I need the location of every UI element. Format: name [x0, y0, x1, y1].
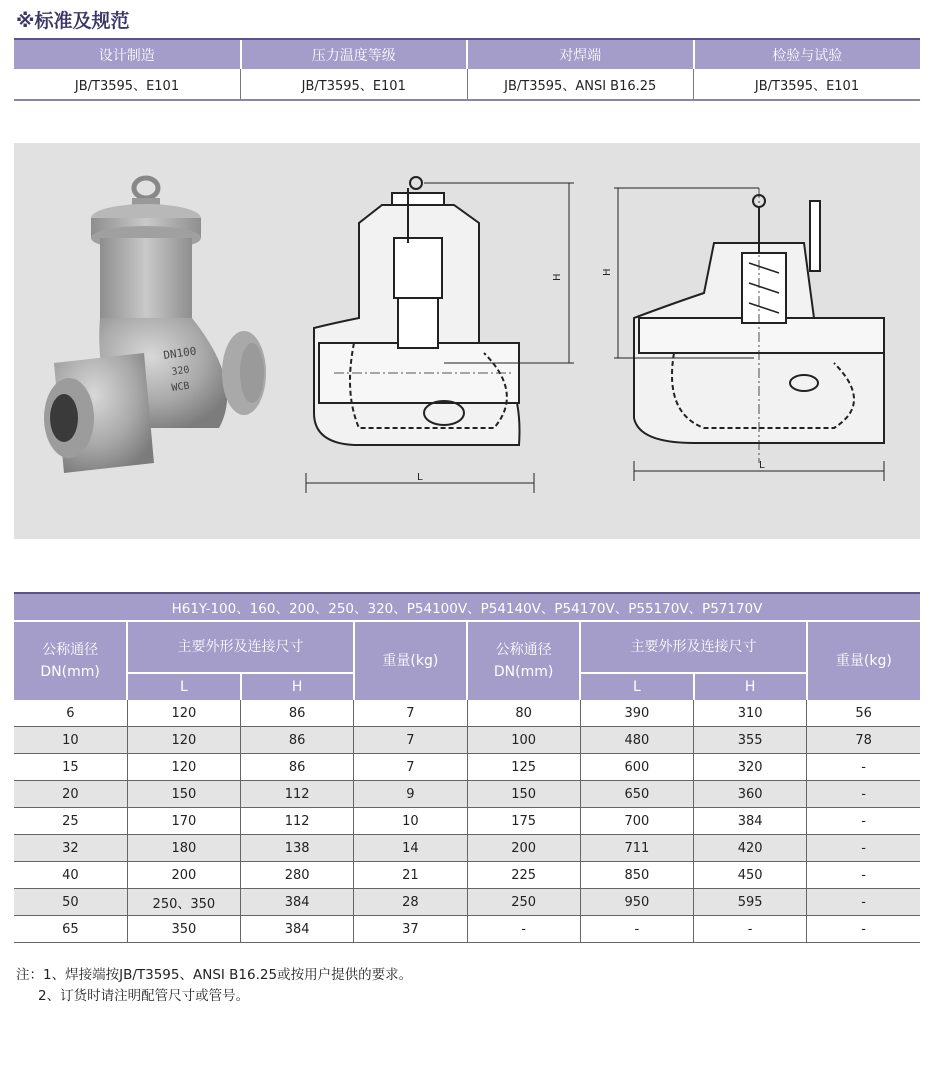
- table-cell: 120: [127, 700, 240, 727]
- valve-drawing-right: [614, 188, 884, 481]
- std-value-inspection: JB/T3595、E101: [694, 69, 921, 100]
- table-row: [14, 862, 920, 889]
- table-cell: 9: [354, 781, 467, 808]
- table-cell: 700: [580, 808, 693, 835]
- table-cell: 360: [694, 781, 807, 808]
- table-cell: -: [580, 916, 693, 943]
- table-cell: -: [467, 916, 580, 943]
- header-main-dims-left: 主要外形及连接尺寸: [127, 621, 354, 673]
- table-cell: 65: [14, 916, 127, 943]
- std-value-weld-end: JB/T3595、ANSI B16.25: [467, 69, 694, 100]
- drawing-right-label-l: L: [759, 460, 765, 471]
- standards-table: [14, 38, 920, 101]
- table-row: [14, 889, 920, 916]
- table-cell: 600: [580, 754, 693, 781]
- table-cell: 86: [241, 700, 354, 727]
- header-l-left: L: [127, 673, 240, 700]
- table-cell: 138: [241, 835, 354, 862]
- table-cell: 150: [127, 781, 240, 808]
- table-cell: 480: [580, 727, 693, 754]
- table-cell: 86: [241, 754, 354, 781]
- table-cell: 175: [467, 808, 580, 835]
- table-cell: 310: [694, 700, 807, 727]
- table-cell: 200: [127, 862, 240, 889]
- table-cell: 40: [14, 862, 127, 889]
- table-cell: 200: [467, 835, 580, 862]
- table-cell: 10: [14, 727, 127, 754]
- drawing-right-label-h: H: [602, 268, 613, 276]
- table-cell: 7: [354, 754, 467, 781]
- table-cell: -: [807, 808, 920, 835]
- photo-text-material: WCB: [170, 380, 191, 394]
- table-cell: -: [807, 781, 920, 808]
- note-line-2: 2、订货时请注明配管尺寸或管号。: [38, 988, 250, 1004]
- note-line-1: 注：1、焊接端按JB/T3595、ANSI B16.25或按用户提供的要求。: [16, 967, 413, 983]
- valve-photo: [44, 178, 266, 473]
- table-cell: 112: [241, 781, 354, 808]
- header-l-right: L: [580, 673, 693, 700]
- table-cell: -: [807, 862, 920, 889]
- table-cell: -: [807, 889, 920, 916]
- table-cell: 384: [241, 889, 354, 916]
- table-row: [14, 727, 920, 754]
- table-cell: 50: [14, 889, 127, 916]
- table-cell: 180: [127, 835, 240, 862]
- drawing-left-label-h: H: [552, 273, 563, 281]
- table-cell: 950: [580, 889, 693, 916]
- table-cell: 170: [127, 808, 240, 835]
- table-cell: 450: [694, 862, 807, 889]
- table-cell: 384: [241, 916, 354, 943]
- table-cell: 7: [354, 727, 467, 754]
- table-row: [14, 700, 920, 727]
- std-value-pressure: JB/T3595、E101: [241, 69, 468, 100]
- photo-text-pressure: 320: [170, 364, 191, 378]
- table-cell: 250、350: [127, 889, 240, 916]
- table-cell: 850: [580, 862, 693, 889]
- table-cell: 21: [354, 862, 467, 889]
- header-h-right: H: [694, 673, 807, 700]
- header-dn-left: 公称通径DN(mm): [14, 621, 127, 700]
- table-cell: 20: [14, 781, 127, 808]
- table-cell: -: [694, 916, 807, 943]
- table-cell: 6: [14, 700, 127, 727]
- table-cell: 280: [241, 862, 354, 889]
- table-cell: 350: [127, 916, 240, 943]
- table-cell: 120: [127, 727, 240, 754]
- table-row: [14, 808, 920, 835]
- valve-figure-svg: [14, 143, 920, 539]
- table-cell: 25: [14, 808, 127, 835]
- header-weight-right: 重量(kg): [807, 621, 920, 700]
- table-cell: 225: [467, 862, 580, 889]
- table-cell: 125: [467, 754, 580, 781]
- table-cell: -: [807, 916, 920, 943]
- table-cell: 150: [467, 781, 580, 808]
- table-row: [14, 916, 920, 943]
- table-cell: 112: [241, 808, 354, 835]
- drawing-left-label-l: L: [417, 472, 423, 483]
- table-cell: 384: [694, 808, 807, 835]
- table-cell: 120: [127, 754, 240, 781]
- std-header-design: 设计制造: [14, 39, 241, 69]
- table-cell: 14: [354, 835, 467, 862]
- header-weight-left: 重量(kg): [354, 621, 467, 700]
- header-main-dims-right: 主要外形及连接尺寸: [580, 621, 807, 673]
- table-cell: -: [807, 835, 920, 862]
- table-cell: 56: [807, 700, 920, 727]
- valve-drawing-left: [306, 177, 574, 493]
- header-h-left: H: [241, 673, 354, 700]
- table-cell: 320: [694, 754, 807, 781]
- table-cell: 390: [580, 700, 693, 727]
- table-cell: 100: [467, 727, 580, 754]
- valve-figure: [14, 143, 920, 539]
- table-cell: 37: [354, 916, 467, 943]
- table-row: [14, 754, 920, 781]
- table-cell: 250: [467, 889, 580, 916]
- notes: [16, 965, 412, 1007]
- table-cell: 420: [694, 835, 807, 862]
- table-cell: 711: [580, 835, 693, 862]
- section-title: ※标准及规范: [16, 10, 130, 32]
- table-cell: 595: [694, 889, 807, 916]
- model-title: H61Y-100、160、200、250、320、P54100V、P54140V、P54170V、P55170V、P57170V: [14, 593, 920, 621]
- table-cell: -: [807, 754, 920, 781]
- table-cell: 28: [354, 889, 467, 916]
- std-header-pressure: 压力温度等级: [241, 39, 468, 69]
- table-row: [14, 781, 920, 808]
- header-dn-right: 公称通径DN(mm): [467, 621, 580, 700]
- table-cell: 15: [14, 754, 127, 781]
- dimensions-table: [14, 592, 920, 943]
- table-cell: 355: [694, 727, 807, 754]
- table-cell: 86: [241, 727, 354, 754]
- table-cell: 7: [354, 700, 467, 727]
- std-header-inspection: 检验与试验: [694, 39, 921, 69]
- std-header-weld-end: 对焊端: [467, 39, 694, 69]
- table-cell: 32: [14, 835, 127, 862]
- std-value-design: JB/T3595、E101: [14, 69, 241, 100]
- table-cell: 78: [807, 727, 920, 754]
- table-cell: 80: [467, 700, 580, 727]
- dimensions-body: [14, 700, 920, 943]
- table-cell: 10: [354, 808, 467, 835]
- photo-text-dn: DN100: [162, 344, 198, 362]
- table-row: [14, 835, 920, 862]
- table-cell: 650: [580, 781, 693, 808]
